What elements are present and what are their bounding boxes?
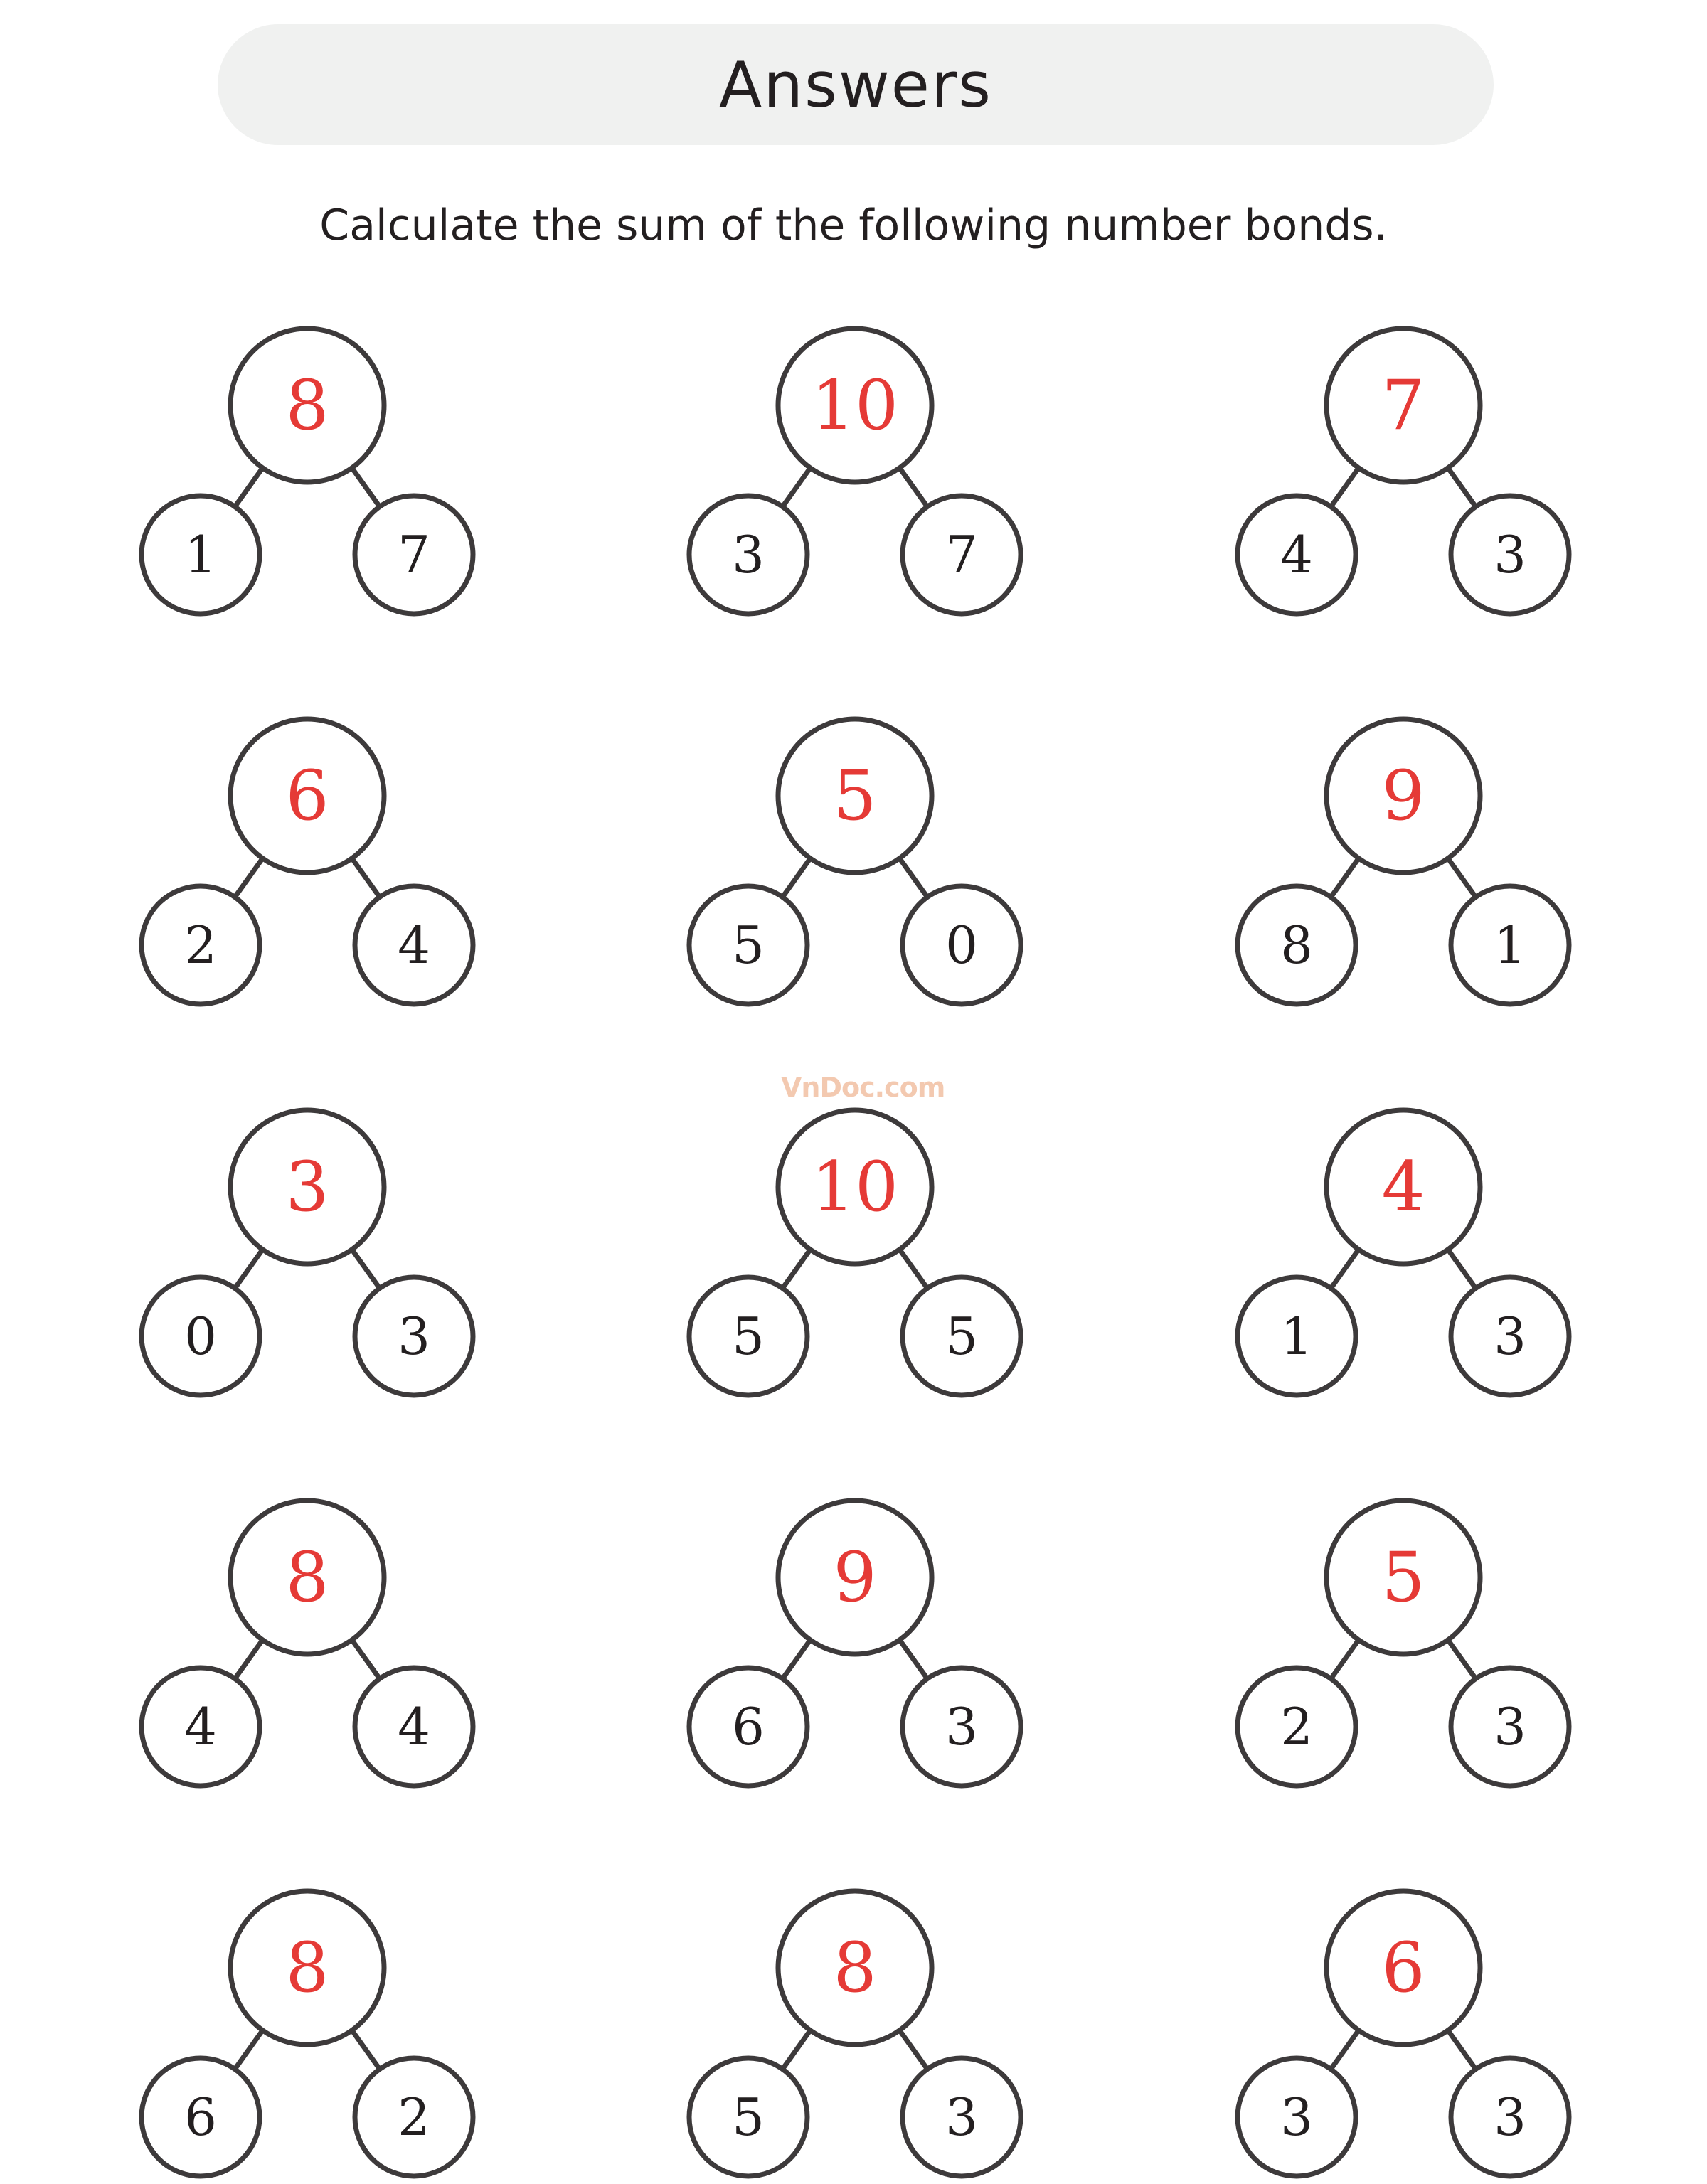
part-value-right: 4 [398,915,430,975]
whole-value: 4 [1381,1147,1425,1227]
bond-connector-line [900,1640,927,1679]
bond-connector-line [1331,2030,1358,2070]
bond-connector-line [782,1640,810,1679]
number-bond [1238,1501,1569,1786]
bond-connector-line [1448,468,1476,507]
bond-connector-line [235,2030,262,2070]
part-value-right: 7 [398,525,430,585]
part-value-left: 2 [1280,1697,1313,1757]
whole-value: 7 [1381,366,1425,445]
number-bond [689,1501,1021,1786]
bond-connector-line [900,858,927,897]
watermark: VnDoc.com [781,1072,945,1103]
part-value-right: 3 [945,1697,978,1757]
bond-connector-line [900,1250,927,1289]
bond-connector-line [235,468,262,507]
number-bond [142,1501,473,1786]
part-value-right: 3 [398,1306,430,1366]
part-value-left: 1 [184,525,217,585]
bond-connector-line [782,1250,810,1289]
bond-connector-line [1448,2030,1476,2070]
bond-connector-line [352,2030,380,2070]
part-value-right: 5 [945,1306,978,1366]
number-bond [689,1891,1021,2176]
whole-value: 8 [833,1928,877,2008]
whole-value: 9 [833,1538,877,1617]
number-bond [1238,329,1569,614]
bond-connector-line [1331,858,1358,897]
bond-connector-line [352,1250,380,1289]
part-value-left: 3 [732,525,765,585]
number-bond [689,329,1021,614]
whole-value: 8 [285,366,329,445]
bond-connector-line [900,2030,927,2070]
part-value-left: 1 [1280,1306,1313,1366]
part-value-left: 5 [732,1306,765,1366]
number-bond [1238,719,1569,1004]
bond-connector-line [235,858,262,897]
number-bond [142,1891,473,2176]
whole-value: 6 [1381,1928,1425,2008]
part-value-right: 4 [398,1697,430,1757]
whole-value: 10 [811,366,899,445]
number-bond [689,1110,1021,1395]
part-value-left: 2 [184,915,217,975]
page-title: Answers [719,48,992,122]
part-value-right: 3 [1494,525,1526,585]
number-bond [142,719,473,1004]
part-value-left: 4 [184,1697,217,1757]
bond-connector-line [900,468,927,507]
bond-connector-line [782,858,810,897]
bond-connector-line [1331,1250,1358,1289]
number-bond [1238,1891,1569,2176]
number-bond [1238,1110,1569,1395]
part-value-left: 5 [732,2087,765,2147]
part-value-right: 3 [1494,1697,1526,1757]
bond-connector-line [1448,858,1476,897]
instruction-text: Calculate the sum of the following number bonds. [319,201,1388,250]
bond-connector-line [782,468,810,507]
whole-value: 6 [285,756,329,836]
part-value-left: 4 [1280,525,1313,585]
part-value-right: 0 [945,915,978,975]
bond-connector-line [352,1640,380,1679]
part-value-left: 3 [1280,2087,1313,2147]
bond-connector-line [235,1250,262,1289]
bond-connector-line [782,2030,810,2070]
number-bond [142,1110,473,1395]
bond-connector-line [352,468,380,507]
bond-connector-line [1448,1640,1476,1679]
part-value-right: 3 [1494,2087,1526,2147]
part-value-left: 5 [732,915,765,975]
part-value-right: 2 [398,2087,430,2147]
number-bond [689,719,1021,1004]
bond-connector-line [235,1640,262,1679]
bond-connector-line [1331,1640,1358,1679]
bond-connector-line [1448,1250,1476,1289]
part-value-right: 7 [945,525,978,585]
bond-connector-line [352,858,380,897]
whole-value: 10 [811,1147,899,1227]
whole-value: 9 [1381,756,1425,836]
part-value-right: 3 [1494,1306,1526,1366]
whole-value: 5 [833,756,877,836]
whole-value: 5 [1381,1538,1425,1617]
part-value-left: 6 [732,1697,765,1757]
bond-connector-line [1331,468,1358,507]
part-value-left: 0 [184,1306,217,1366]
whole-value: 8 [285,1928,329,2008]
part-value-right: 1 [1494,915,1526,975]
number-bond [142,329,473,614]
part-value-right: 3 [945,2087,978,2147]
part-value-left: 8 [1280,915,1313,975]
part-value-left: 6 [184,2087,217,2147]
whole-value: 8 [285,1538,329,1617]
whole-value: 3 [285,1147,329,1227]
